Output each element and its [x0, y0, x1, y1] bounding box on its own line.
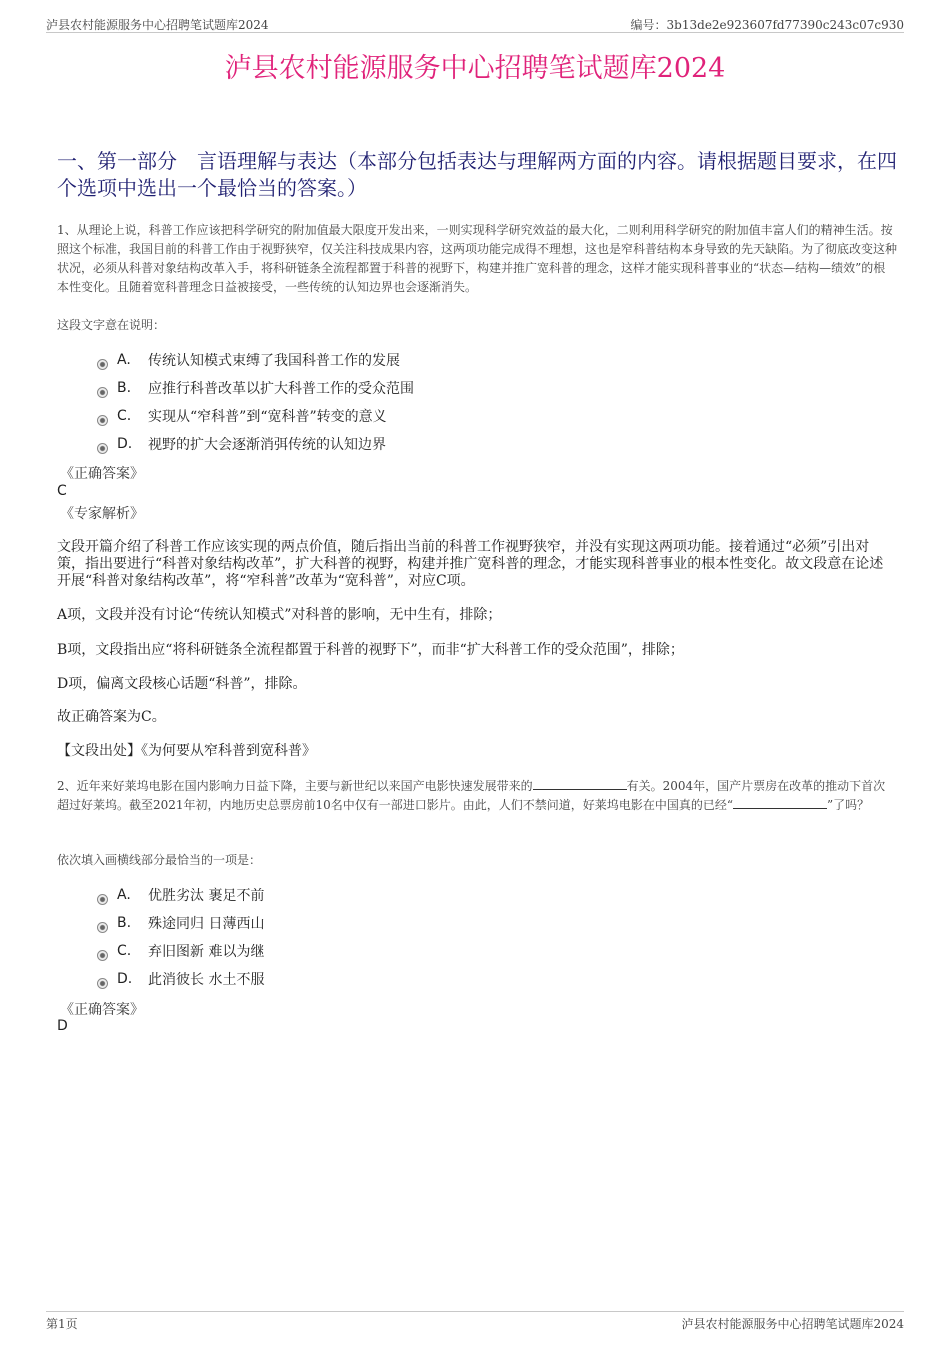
- analysis-conclusion: 故正确答案为C。: [57, 709, 166, 725]
- option-letter: C.: [117, 408, 132, 424]
- option-letter: D.: [117, 971, 133, 987]
- header-doc-title: 泸县农村能源服务中心招聘笔试题库2024: [46, 18, 269, 32]
- answer-label: 《正确答案》: [60, 466, 144, 482]
- option-b[interactable]: [97, 909, 877, 937]
- option-c[interactable]: [97, 402, 877, 430]
- analysis-paragraph: 文段开篇介绍了科普工作应该实现的两点价值，随后指出当前的科普工作视野狭窄，并没有实现这两项功能。接着通过“必须”引出对策，指出要进行“科普对象结构改革”，扩大科普的视野，构建并推广宽科普的理念，才能实现科普事业的根本性变化。故文段意在论述开展“科普对象结构改革”，将“窄科普”改革为“宽科普”，对应C项。: [57, 539, 884, 589]
- question-1-options: [97, 346, 877, 458]
- radio-icon[interactable]: [97, 894, 108, 905]
- stem-part: 2、近年来好莱坞电影在国内影响力日益下降，主要与新世纪以来国产电影快速发展带来的: [57, 779, 533, 793]
- option-b[interactable]: [97, 374, 877, 402]
- question-1-stem: 1、从理论上说，科普工作应该把科学研究的附加值最大限度开发出来，一则实现科学研究效益的最大化，二则利用科学研究的附加值丰富人们的精神生活。按照这个标准，我国目前的科普工作由于视野狭窄，仅关注科技成果内容，这两项功能完成得不理想，这也是窄科普结构本身导致的先天缺陷。为了彻底改变这种状况，必须从科普对象结构改革入手，将科研链条全流程都置于科普的视野下，构建并推广宽科普的理念，这样才能实现科普事业的“状态—结构—绩效”的根本性变化。且随着宽科普理念日益被接受，一些传统的认知边界也会逐渐消失。: [57, 223, 898, 294]
- footer-doc-title: 泸县农村能源服务中心招聘笔试题库2024: [681, 1317, 904, 1331]
- option-text: 弃旧图新 难以为继: [148, 944, 265, 960]
- option-text: 殊途同归 日薄西山: [148, 916, 265, 932]
- answer-label: 《正确答案》: [60, 1002, 144, 1018]
- question-2-stem: [57, 777, 897, 815]
- section-heading: 一、第一部分 言语理解与表达（本部分包括表达与理解两方面的内容。请根据题目要求，在四个选项中选出一个最恰当的答案。）: [57, 149, 897, 200]
- radio-icon[interactable]: [97, 950, 108, 961]
- option-text: 视野的扩大会逐渐消弭传统的认知边界: [148, 437, 386, 453]
- answer-value: D: [57, 1018, 68, 1034]
- question-2-prompt: 依次填入画横线部分最恰当的一项是：: [57, 853, 262, 867]
- option-letter: B.: [117, 915, 132, 931]
- blank-2: [733, 797, 827, 809]
- option-letter: A.: [117, 887, 131, 903]
- analysis-label: 《专家解析》: [60, 506, 144, 522]
- option-a[interactable]: [97, 881, 877, 909]
- option-letter: B.: [117, 380, 132, 396]
- page-number: 第1页: [46, 1317, 78, 1331]
- page-header: [46, 14, 904, 33]
- radio-icon[interactable]: [97, 415, 108, 426]
- option-text: 优胜劣汰 裹足不前: [148, 888, 265, 904]
- option-a[interactable]: [97, 346, 877, 374]
- page-title: 泸县农村能源服务中心招聘笔试题库2024: [224, 53, 726, 84]
- radio-icon[interactable]: [97, 922, 108, 933]
- option-c[interactable]: [97, 937, 877, 965]
- analysis-source: 【文段出处】《为何要从窄科普到宽科普》: [57, 743, 316, 759]
- radio-icon[interactable]: [97, 387, 108, 398]
- option-text: 实现从“窄科普”到“宽科普”转变的意义: [148, 409, 387, 425]
- option-letter: D.: [117, 436, 133, 452]
- option-text: 传统认知模式束缚了我国科普工作的发展: [148, 353, 400, 369]
- option-letter: A.: [117, 352, 131, 368]
- page-footer: [46, 1311, 904, 1334]
- header-doc-id: 编号：3b13de2e923607fd77390c243c07c930: [630, 18, 904, 32]
- radio-icon[interactable]: [97, 359, 108, 370]
- answer-value: C: [57, 483, 67, 499]
- option-text: 此消彼长 水土不服: [148, 972, 265, 988]
- radio-icon[interactable]: [97, 443, 108, 454]
- radio-icon[interactable]: [97, 978, 108, 989]
- question-1-prompt: 这段文字意在说明：: [57, 318, 166, 332]
- option-d[interactable]: [97, 430, 877, 458]
- stem-part: ”了吗？: [826, 798, 870, 812]
- analysis-option-d: D项，偏离文段核心话题“科普”，排除。: [57, 676, 307, 692]
- analysis-option-b: B项，文段指出应“将科研链条全流程都置于科普的视野下”，而非“扩大科普工作的受众范围”，排除；: [57, 642, 684, 658]
- stem-part: 有关。2004年，国产片票房在改革的推动下首次超过好莱坞。截至2021年初，内地历史总票房前10名中仅有一部进口影片。由此，人们不禁问道，好莱坞电影在中国真的已经“: [57, 779, 886, 812]
- analysis-option-a: A项，文段并没有讨论“传统认知模式”对科普的影响，无中生有，排除；: [57, 607, 502, 623]
- option-text: 应推行科普改革以扩大科普工作的受众范围: [148, 381, 414, 397]
- question-2-options: [97, 881, 877, 993]
- option-letter: C.: [117, 943, 132, 959]
- blank-1: [533, 778, 627, 790]
- option-d[interactable]: [97, 965, 877, 993]
